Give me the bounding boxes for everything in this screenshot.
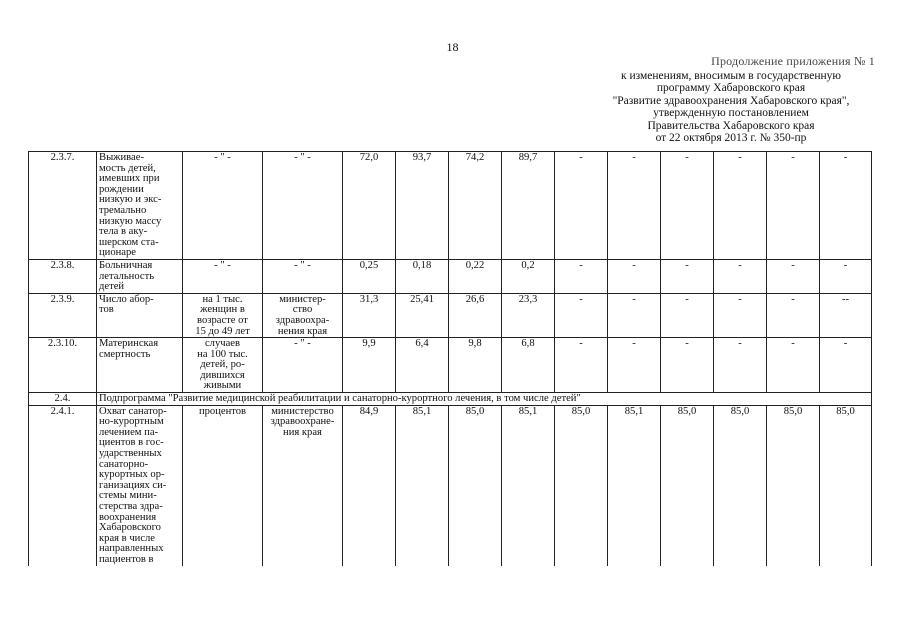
value-cell: 0,22	[449, 259, 502, 293]
value-cell: 74,2	[449, 152, 502, 260]
value-cell: 9,9	[343, 338, 396, 393]
responsible-org: - " -	[263, 259, 343, 293]
unit-cell: - " -	[183, 152, 263, 260]
page-number: 18	[446, 40, 459, 54]
value-cell: 85,1	[396, 405, 449, 565]
value-cell: 85,0	[449, 405, 502, 565]
indicator-name: Выживае- мость детей, имевших при рождении низкую и экс- тремально низкую массу тела в аку- шерском ста- ционаре	[97, 152, 183, 260]
responsible-org: - " -	[263, 152, 343, 260]
value-cell: -	[555, 338, 608, 393]
value-cell: 0,25	[343, 259, 396, 293]
unit-cell: - " -	[183, 259, 263, 293]
row-number: 2.3.8.	[29, 259, 97, 293]
responsible-org: - " -	[263, 338, 343, 393]
value-cell: 23,3	[502, 293, 555, 337]
value-cell: 6,8	[502, 338, 555, 393]
header-line: Правительства Хабаровского края	[647, 119, 815, 132]
row-number: 2.3.10.	[29, 338, 97, 393]
value-cell: -	[714, 338, 767, 393]
value-cell: 6,4	[396, 338, 449, 393]
value-cell: -	[767, 293, 820, 337]
value-cell: -	[820, 259, 872, 293]
value-cell: -	[555, 259, 608, 293]
row-number: 2.3.7.	[29, 152, 97, 260]
value-cell: 26,6	[449, 293, 502, 337]
value-cell: -	[820, 338, 872, 393]
value-cell: 85,1	[608, 405, 661, 565]
value-cell: -	[608, 152, 661, 260]
table-row	[29, 338, 872, 393]
value-cell: 85,0	[820, 405, 872, 565]
indicator-name: Охват санатор- но-курортным лечением па- циентов в гос- ударственных санаторно- курортных ор- ганизациях си- стемы мини- стерства здра- воохранения Хабаровского края в числе направленных пациентов в	[97, 405, 183, 565]
header-line: от 22 октября 2013 г. № 350-пр	[655, 132, 807, 145]
indicator-name: Больничная летальность детей	[97, 259, 183, 293]
value-cell: 89,7	[502, 152, 555, 260]
responsible-org: министерство здравоохране- ния края	[263, 405, 343, 565]
indicator-name: Материнская смертность	[97, 338, 183, 393]
value-cell: 9,8	[449, 338, 502, 393]
subprogram-number: 2.4.	[29, 393, 97, 406]
value-cell: -	[767, 259, 820, 293]
value-cell: -	[608, 338, 661, 393]
responsible-org: министер- ство здравоохра- нения края	[263, 293, 343, 337]
value-cell: 85,0	[714, 405, 767, 565]
value-cell: 25,41	[396, 293, 449, 337]
unit-cell: на 1 тыс. женщин в возрасте от 15 до 49 лет	[183, 293, 263, 337]
subprogram-row	[29, 393, 872, 406]
value-cell: -	[767, 152, 820, 260]
value-cell: -	[714, 259, 767, 293]
value-cell: 93,7	[396, 152, 449, 260]
continuation-label: Продолжение приложения № 1	[711, 54, 875, 68]
value-cell: 0,18	[396, 259, 449, 293]
value-cell: 85,1	[502, 405, 555, 565]
appendix-header	[566, 70, 896, 144]
value-cell: 72,0	[343, 152, 396, 260]
table-row	[29, 405, 872, 565]
value-cell: 85,0	[767, 405, 820, 565]
unit-cell: процентов	[183, 405, 263, 565]
value-cell: -	[661, 338, 714, 393]
value-cell: 85,0	[555, 405, 608, 565]
value-cell: 84,9	[343, 405, 396, 565]
value-cell: -	[820, 152, 872, 260]
table-row	[29, 293, 872, 337]
value-cell: 31,3	[343, 293, 396, 337]
value-cell: -	[608, 259, 661, 293]
value-cell: -	[714, 293, 767, 337]
header-line: программу Хабаровского края	[656, 82, 806, 95]
row-number: 2.4.1.	[29, 405, 97, 565]
table-row	[29, 259, 872, 293]
indicator-name: Число абор- тов	[97, 293, 183, 337]
value-cell: -	[714, 152, 767, 260]
value-cell: -	[661, 293, 714, 337]
value-cell: --	[820, 293, 872, 337]
indicators-table	[28, 151, 872, 566]
value-cell: 85,0	[661, 405, 714, 565]
value-cell: 0,2	[502, 259, 555, 293]
value-cell: -	[608, 293, 661, 337]
value-cell: -	[555, 293, 608, 337]
subprogram-title: Подпрограмма "Развитие медицинской реабилитации и санаторно-курортного лечения, в том числе детей"	[97, 393, 872, 406]
header-line: утвержденную постановлением	[653, 107, 809, 120]
value-cell: -	[555, 152, 608, 260]
header-line: "Развитие здравоохранения Хабаровского края",	[612, 94, 850, 107]
value-cell: -	[767, 338, 820, 393]
value-cell: -	[661, 152, 714, 260]
unit-cell: случаев на 100 тыс. детей, ро- дившихся живыми	[183, 338, 263, 393]
value-cell: -	[661, 259, 714, 293]
header-line: к изменениям, вносимым в государственную	[621, 70, 841, 82]
table-row	[29, 152, 872, 260]
row-number: 2.3.9.	[29, 293, 97, 337]
